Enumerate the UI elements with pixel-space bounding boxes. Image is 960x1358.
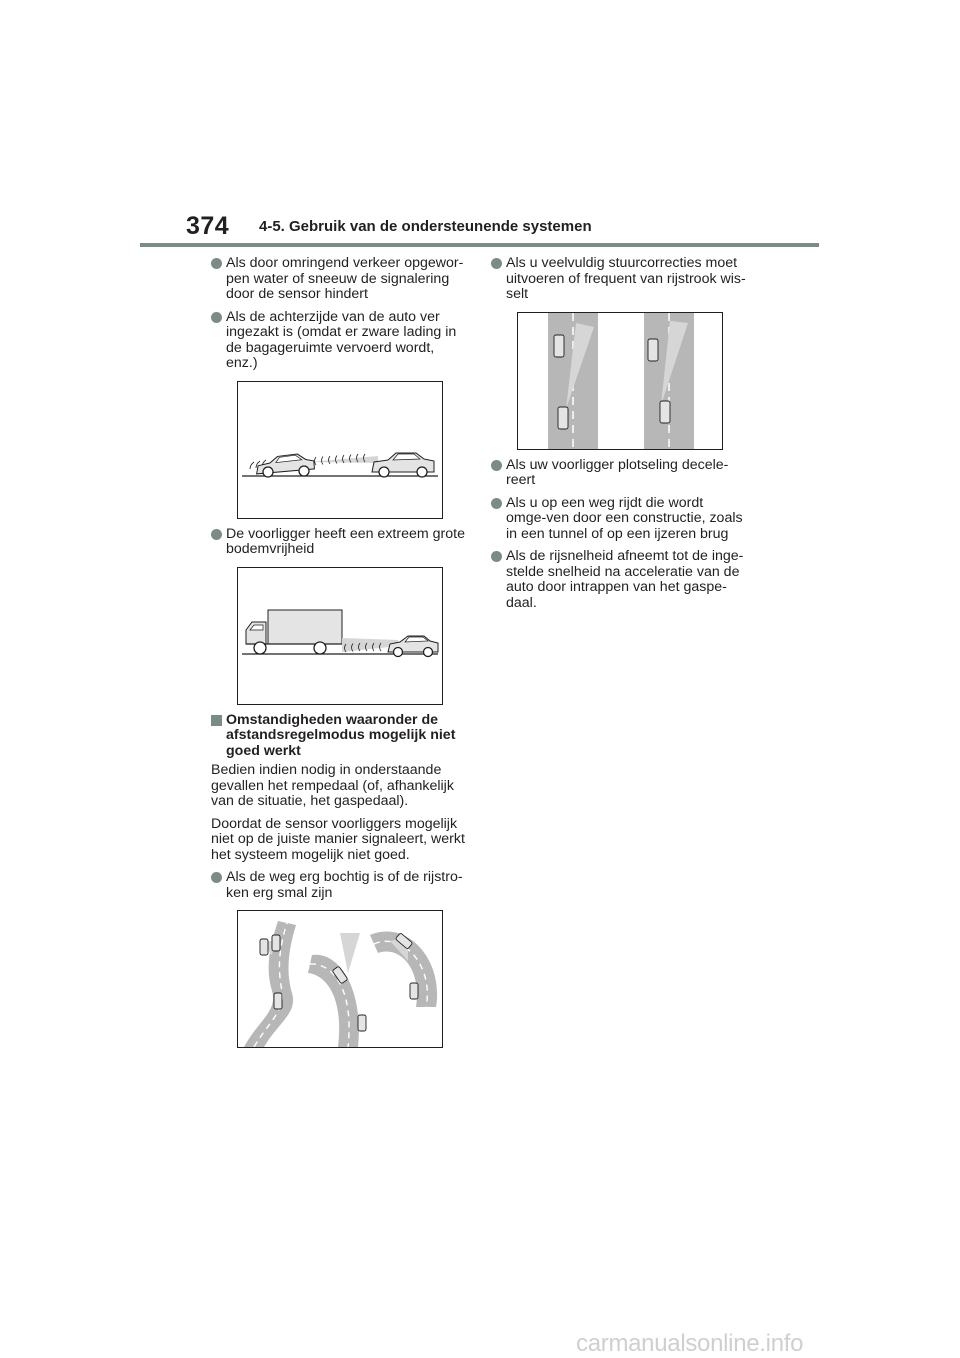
list-item xyxy=(491,549,746,611)
bullet-icon xyxy=(211,872,222,883)
bullet-icon xyxy=(211,529,222,540)
list-item xyxy=(211,256,466,303)
heading-text: Omstandigheden waaronder de afstandsregelmodus mogelijk niet goed werkt xyxy=(226,711,456,759)
page-number: 374 xyxy=(186,212,230,240)
list-item-text: Als de weg erg bochtig is of de rijstro-ken erg smal zijn xyxy=(226,869,463,901)
paragraph: Bedien indien nodig in onderstaande gevallen het rempedaal (of, afhankelijk van de situatie, het gaspedaal). xyxy=(211,762,454,809)
section-title: 4-5. Gebruik van de ondersteunende systemen xyxy=(259,218,592,235)
illustration-lane-changes xyxy=(517,312,723,450)
bullet-icon xyxy=(211,312,222,323)
list-item xyxy=(491,496,746,543)
list-item-text: De voorligger heeft een extreem grote bodemvrijheid xyxy=(226,525,465,557)
bullet-icon xyxy=(491,460,502,471)
list-item-text: Als u veelvuldig stuurcorrecties moet uitvoeren of frequent van rijstrook wis-selt xyxy=(506,255,746,302)
bullet-icon xyxy=(491,551,502,562)
paragraph: Doordat de sensor voorliggers mogelijk niet op de juiste manier signaleert, werkt het systeem mogelijk niet goed. xyxy=(211,815,465,863)
curved-roads-illustration xyxy=(238,911,442,1047)
header-divider xyxy=(140,243,819,247)
sagging-car-illustration xyxy=(238,382,442,518)
list-item xyxy=(211,527,466,558)
illustration-sagging-rear xyxy=(237,381,443,519)
list-item-text: Als u op een weg rijdt die wordt omge-ven door een constructie, zoals in een tunnel of op een ijzeren brug xyxy=(506,494,743,542)
left-column xyxy=(211,256,466,1056)
right-column xyxy=(491,256,746,618)
list-item xyxy=(211,870,466,901)
bullet-icon xyxy=(491,498,502,509)
list-item-text: Als de rijsnelheid afneemt tot de inge-stelde snelheid na acceleratie van de auto door intrappen van het gaspe-daal. xyxy=(506,548,744,611)
bullet-icon xyxy=(211,258,222,269)
list-item xyxy=(491,458,746,489)
section-heading xyxy=(211,713,466,760)
list-item-text: Als uw voorligger plotseling decele-reert xyxy=(506,456,729,488)
list-item xyxy=(491,256,746,303)
illustration-high-clearance-truck xyxy=(237,567,443,705)
illustration-curved-roads xyxy=(237,910,443,1048)
list-item-text: Als de achterzijde van de auto ver ingezakt is (omdat er zware lading in de bagageruimte vervoerd wordt, enz.) xyxy=(226,308,457,371)
list-item xyxy=(211,310,466,372)
lane-change-illustration xyxy=(518,313,722,449)
list-item-text: Als door omringend verkeer opgewor-pen water of sneeuw de signalering door de sensor hindert xyxy=(226,255,464,302)
bullet-icon xyxy=(491,258,502,269)
heading-marker-icon xyxy=(211,715,222,726)
footer-watermark[interactable]: carmanualsonline.info xyxy=(576,1330,804,1357)
truck-illustration xyxy=(238,568,442,704)
